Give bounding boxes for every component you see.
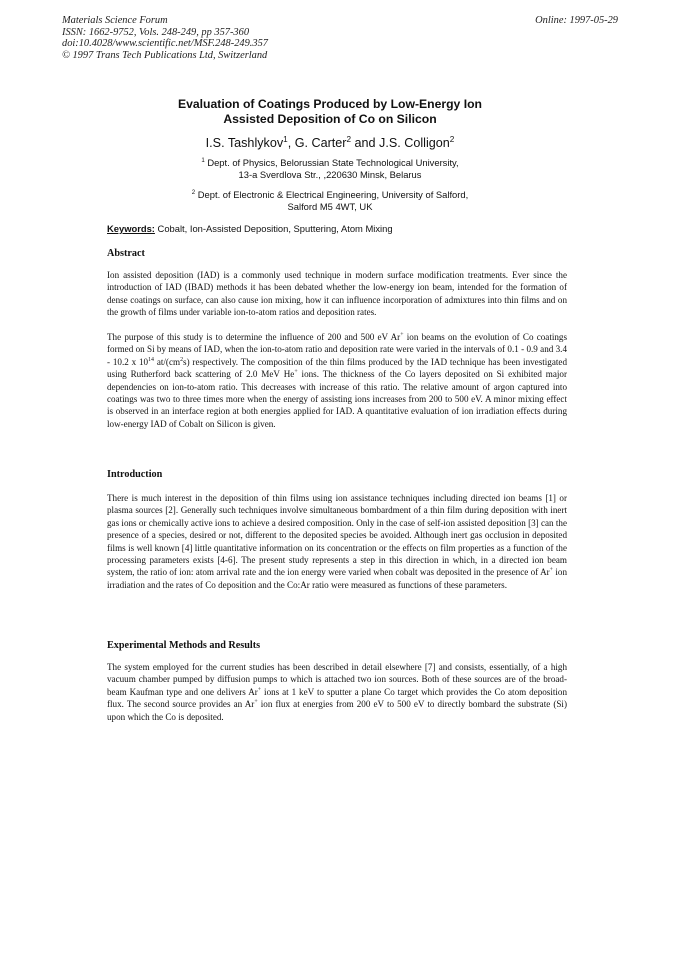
experimental-paragraph: The system employed for the current studies has been described in detail elsewhere [7] and consists, essentially, of a high vacuum chamber pumped by diffusion pumps to which is attached two ion sources. Both of these sources are of the broad-beam Kaufman type and one delivers Ar+ ions at 1 keV to sputter a plane Co target which provides the Co atom deposition flux. The second source provides an Ar+ ion flux at energies from 200 eV to 500 eV to directly bombard the substrate (Si) upon which the Co is deposited.: [107, 662, 568, 722]
journal-name: Materials Science Forum: [62, 15, 168, 26]
title-line-1: Evaluation of Coatings Produced by Low-Energy Ion: [177, 97, 483, 111]
affiliation-line: 13-a Sverdlova Str., ,220630 Minsk, Belarus: [238, 169, 422, 180]
keywords: [107, 223, 567, 234]
copyright-line: © 1997 Trans Tech Publications Ltd, Switzerland: [62, 49, 268, 61]
title-line-2: Assisted Deposition of Co on Silicon: [223, 111, 437, 126]
author-colligon: and J.S. Colligon: [351, 136, 450, 150]
doi-line[interactable]: doi:10.4028/www.scientific.net/MSF.248-249.357: [62, 38, 268, 50]
abstract-paragraph-1: Ion assisted deposition (IAD) is a commonly used technique in modern surface modification treatments. Ever since the introduction of IAD (IBAD) methods it has been debated whether the low-energy ion beam, intended for the formation of dense coatings on surface, can also cause ion mixing, how it can influence incorporation of admixtures into thin films and on the growth of films under variable ion-to-atom ratios and deposition rates.: [107, 270, 567, 318]
affiliation-2: [110, 189, 550, 213]
affiliation-marker: 2: [449, 134, 455, 144]
affiliation-line: Dept. of Electronic & Electrical Engineering, University of Salford,: [195, 189, 469, 200]
author-tashlykov: I.S. Tashlykov: [205, 136, 284, 150]
experimental-heading: Experimental Methods and Results: [107, 640, 261, 651]
keywords-label: Keywords:: [107, 223, 155, 234]
issn-line: ISSN: 1662-9752, Vols. 248-249, pp 357-360: [62, 26, 250, 38]
abstract-heading: Abstract: [107, 248, 145, 259]
affiliation-1: [110, 157, 550, 181]
affiliation-line: Dept. of Physics, Belorussian State Technological University,: [204, 157, 459, 168]
affiliation-number: 2: [191, 188, 196, 196]
author-carter: , G. Carter: [287, 136, 347, 150]
introduction-heading: Introduction: [107, 469, 163, 480]
affiliation-line: Salford M5 4WT, UK: [287, 201, 373, 212]
affiliation-number: 1: [201, 156, 205, 164]
online-date: Online: 1997-05-29: [535, 15, 618, 26]
introduction-paragraph: There is much interest in the deposition of thin films using ion assistance techniques including directed ion beams [1] or plasma sources [2]. Generally such techniques involve simultaneous bombardment of a thin film during deposition with inert gas ions or chemically active ions to achieve a desired composition. Only in the case of self-ion assisted deposition [3] can the presence of a species, desired or not, different to the deposited species be avoided. Although inert gas occlusion in deposited films is well known [4] little quantitative information on its concentration or the effects on film properties as a function of the processing parameters exists [4-6]. The present study represents a step in this direction in which, in a directed ion beam system, the ratio of ion: atom arrival rate and the ion energy were varied when cobalt was deposited in the presence of Ar+ ion irradiation and the rates of Co deposition and the Co:Ar ratio were measured as functions of these parameters.: [107, 493, 567, 590]
affiliation-marker: 1: [283, 134, 288, 144]
author-list: [110, 136, 550, 150]
abstract-paragraph-2: The purpose of this study is to determine the influence of 200 and 500 eV Ar+ ion beams on the evolution of Co coatings formed on Si by means of IAD, when the ion-to-atom ratio and deposition rate were varied in the intervals of 0.1 - 0.9 and 3.4 - 10.2 x $10^{14}$ $at/(cm^2s)$ respectively. The composition of the thin films produced by the IAD technique has been investigated using Rutherford back scattering of 2.0 MeV He+ ions. The thickness of the Co layers deposited on Si exhibited major dependencies on ion-to-atom ratio. This decreases with increase of this ratio. The relative amount of argon captured into coatings was two to three times more when the energy of assisting ions increases from 200 to 500 eV. A minor mixing effect is observed in an interface region at both energies applied for IAD. A quantitative evaluation of ion irradiation effects during low-energy IAD of Cobalt on Silicon is given.: [107, 331, 568, 429]
journal-header: [62, 15, 268, 61]
keywords-text: Cobalt, Ion-Assisted Deposition, Sputtering, Atom Mixing: [154, 223, 393, 234]
paper-title: [110, 97, 550, 126]
affiliation-marker: 2: [346, 134, 352, 144]
